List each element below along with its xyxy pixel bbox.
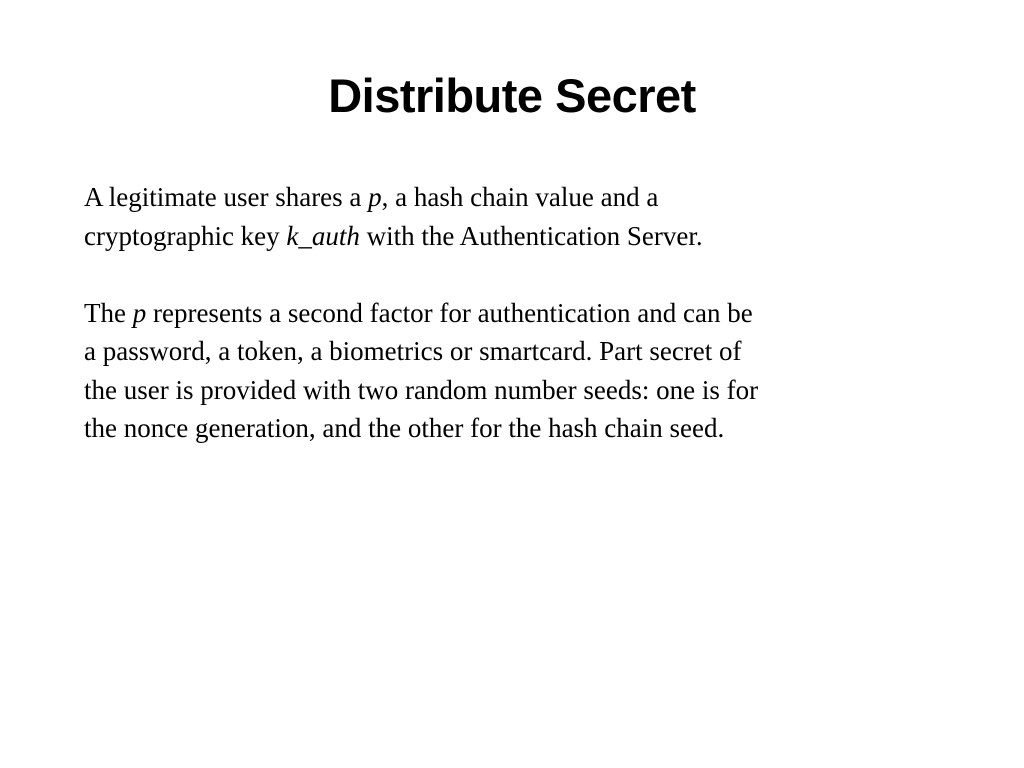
text-run: with the Authentication Server. xyxy=(359,220,703,251)
text-run: cryptographic key xyxy=(84,220,287,251)
variable-k-auth: k_auth xyxy=(286,220,360,251)
text-run: The xyxy=(84,297,133,328)
text-run: A legitimate user shares a xyxy=(84,182,369,212)
paragraph-line: the nonce generation, and the other for the hash chain seed. xyxy=(84,413,725,443)
paragraph-line: the user is provided with two random number seeds: one is for xyxy=(84,374,759,405)
paragraph-line xyxy=(84,178,944,217)
variable-p: p xyxy=(132,297,147,328)
text-run: , a hash chain value and a xyxy=(381,182,659,212)
paragraph-line xyxy=(84,217,944,256)
variable-p: p xyxy=(368,182,382,212)
slide-title: Distribute Secret xyxy=(328,69,696,122)
paragraph-second-factor xyxy=(84,294,944,448)
paragraph-line xyxy=(84,294,944,333)
paragraph-shared-secrets xyxy=(84,178,944,255)
text-run: represents a second factor for authentication and can be xyxy=(146,297,753,328)
slide-body xyxy=(84,178,944,448)
paragraph-line: a password, a token, a biometrics or smartcard. Part secret of xyxy=(84,336,742,366)
